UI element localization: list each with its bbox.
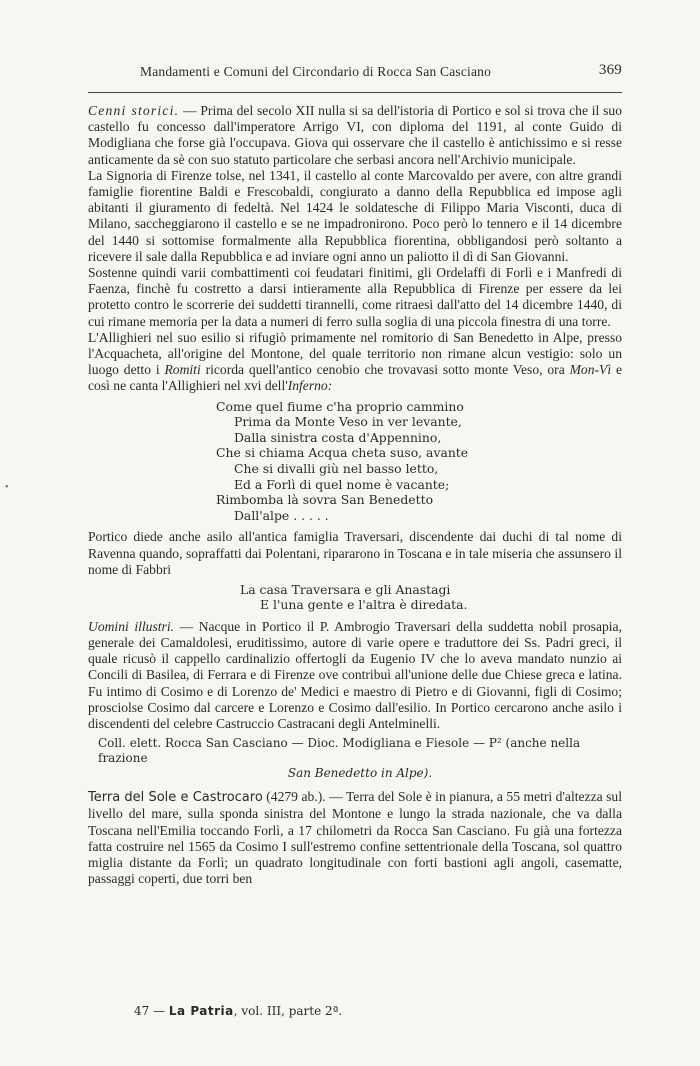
verse-line: Che si divalli giù nel basso letto,	[234, 461, 439, 477]
section-lead-uomini: Uomini illustri.	[88, 618, 174, 634]
verse-line: Che si chiama Acqua cheta suso, avante	[216, 445, 469, 461]
section-lead-cenni: Cenni storici.	[88, 103, 180, 118]
verse-line: Ed a Forlì di quel nome è vacante;	[234, 476, 450, 492]
footer-suffix: , vol. III, parte 2ª.	[233, 1004, 343, 1018]
paragraph-cenni-1	[88, 103, 622, 168]
verse-line: Dalla sinistra costa d'Appennino,	[234, 429, 442, 445]
collegio-line-2: San Benedetto in Alpe).	[287, 766, 433, 781]
verse-line: Rimbomba là sovra San Benedetto	[216, 492, 434, 508]
collegio-note	[88, 736, 622, 781]
paragraph-terra-del-sole	[88, 789, 622, 887]
paragraph-text: — Nacque in Portico il P. Ambrogio Traversari della suddetta nobil prosapia, generale dei Camaldolesi, eruditissimo, autore di varie opere e traduttore dei Ss. Padri greci, il quale ricusò il cappello cardinalizio offertogli da Eugenio IV che lo aveva mandato nunzio ai Concili di Basilea, di Ferrara e di Firenze ove contribuì all'unione delle due Chiese greca e latina. Fu intimo di Cosimo e di Lorenzo de' Medici e maestro di Pietro e di Giovanni, figli di Cosimo; prosciolse Cosimo dal carcere e Lorenzo e Cosimo dall'esilio. In Portico cercarono anche asilo i discendenti del celebre Castruccio Castracani degli Antelminelli.	[88, 618, 622, 732]
quote-line: La casa Traversara e gli Anastagi	[240, 582, 451, 598]
verse-line: Prima da Monte Veso in ver levante,	[234, 414, 462, 430]
paragraph-cenni-2: La Signoria di Firenze tolse, nel 1341, il castello al conte Marcovaldo per avere, con altre grandi famiglie fiorentine Baldi e Frescobaldi, congiurato a danno della Repubblica ed impose agli abitanti il giuramento di fedeltà. Nel 1424 le soldatesche di Filippo Maria Visconti, duca di Milano, saccheggiarono il castello e se ne impadronirono. Poco però lo tennero e il 14 dicembre del 1440 si sottomise formalmente alla Repubblica fiorentina, obbligandosi però soltanto a ricevere il sale dalla Repubblica e ad inviare ogni anno un paliotto il dì di San Giovanni.	[88, 167, 622, 264]
running-header	[88, 62, 622, 86]
italic-term: Romiti	[164, 362, 201, 378]
paragraph-traversari: Portico diede anche asilo all'antica famiglia Traversari, discendente dai duchi di tal nome di Ravenna quando, sopraffatti dai Polentani, ripararono in Toscana e in tale miseria che assunsero il nome di Fabbri	[88, 529, 622, 577]
page-footer	[134, 1004, 342, 1018]
margin-mark: •	[5, 482, 9, 493]
paragraph-cenni-4	[88, 330, 622, 395]
verse-line: Come quel fiume c'ha proprio cammino	[216, 398, 464, 414]
quote-block	[240, 582, 622, 613]
entry-title: Terra del Sole e Castrocaro	[88, 790, 263, 806]
paragraph-text: (4279 ab.). — Terra del Sole è in pianura, a 55 metri d'altezza sul livello del mare, sulla sponda sinistra del Montone e lungo la strada nazionale, che va dalla Toscana nell'Emilia toccando Forlì, a 17 chilometri da Rocca San Casciano. Fu già una fortezza fatta costruire nel 1565 da Cosimo I sull'estremo confine settentrionale della Toscana, sol quattro miglia distante da Forlì; un quadrato longitudinale con forti bastioni agli angoli, casematte, passaggi coperti, due torri ben	[88, 789, 622, 887]
page-number: 369	[598, 62, 622, 78]
paragraph-uomini	[88, 619, 622, 732]
italic-term: Inferno:	[287, 378, 333, 394]
page	[88, 62, 622, 887]
paragraph-text: L'Allighieri nel suo esilio si rifugiò primamente nel romitorio di San Benedetto in Alpe, presso l'Acquacheta, all'origine del Montone, del quale territorio non rimane alcun vestigio: solo un luogo detto i	[88, 329, 622, 378]
paragraph-text: — Prima del secolo XII nulla si sa dell'istoria di Portico e sol si trova che il suo castello fu concesso dall'imperatore Arrigo VI, con diploma del 1191, al conte Guido di Modigliana che forse già l'occupava. Giova qui osservare che il castello è antichissimo e si resse anticamente da sè con suo statuto particolare che serbasi ancora nell'Archivio municipale.	[88, 103, 622, 167]
italic-term: Mon-Vì	[569, 362, 612, 378]
header-title: Mandamenti e Comuni del Circondario di Rocca San Casciano	[140, 64, 492, 79]
header-rule	[88, 92, 622, 93]
collegio-line-1: Coll. elett. Rocca San Casciano — Dioc. Modigliana e Fiesole — P² (anche nella frazione	[98, 736, 581, 766]
quote-line: E l'una gente e l'altra è diredata.	[260, 597, 468, 613]
paragraph-text: e così ne canta l'Allighieri nel xvi dell'	[88, 362, 623, 394]
verse-line: Dall'alpe . . . . .	[234, 507, 329, 523]
footer-publication: La Patria	[168, 1004, 234, 1018]
footer-prefix: 47 —	[134, 1004, 169, 1018]
verse-block	[216, 399, 622, 524]
paragraph-text: ricorda quell'antico cenobio che trovavasi sotto monte Veso, ora	[200, 362, 570, 378]
paragraph-cenni-3: Sostenne quindi varii combattimenti coi feudatari finitimi, gli Ordelaffi di Forlì e i Manfredi di Faenza, finchè fu costretto a darsi intieramente alla Repubblica di Firenze per essere da lei protetto contro le scorrerie dei suddetti tirannelli, come ritraesi dall'atto del 14 dicembre 1440, di cui rimane memoria per la data a numeri di ferro sulla soglia di una piccola finestra di una torre.	[88, 265, 622, 329]
